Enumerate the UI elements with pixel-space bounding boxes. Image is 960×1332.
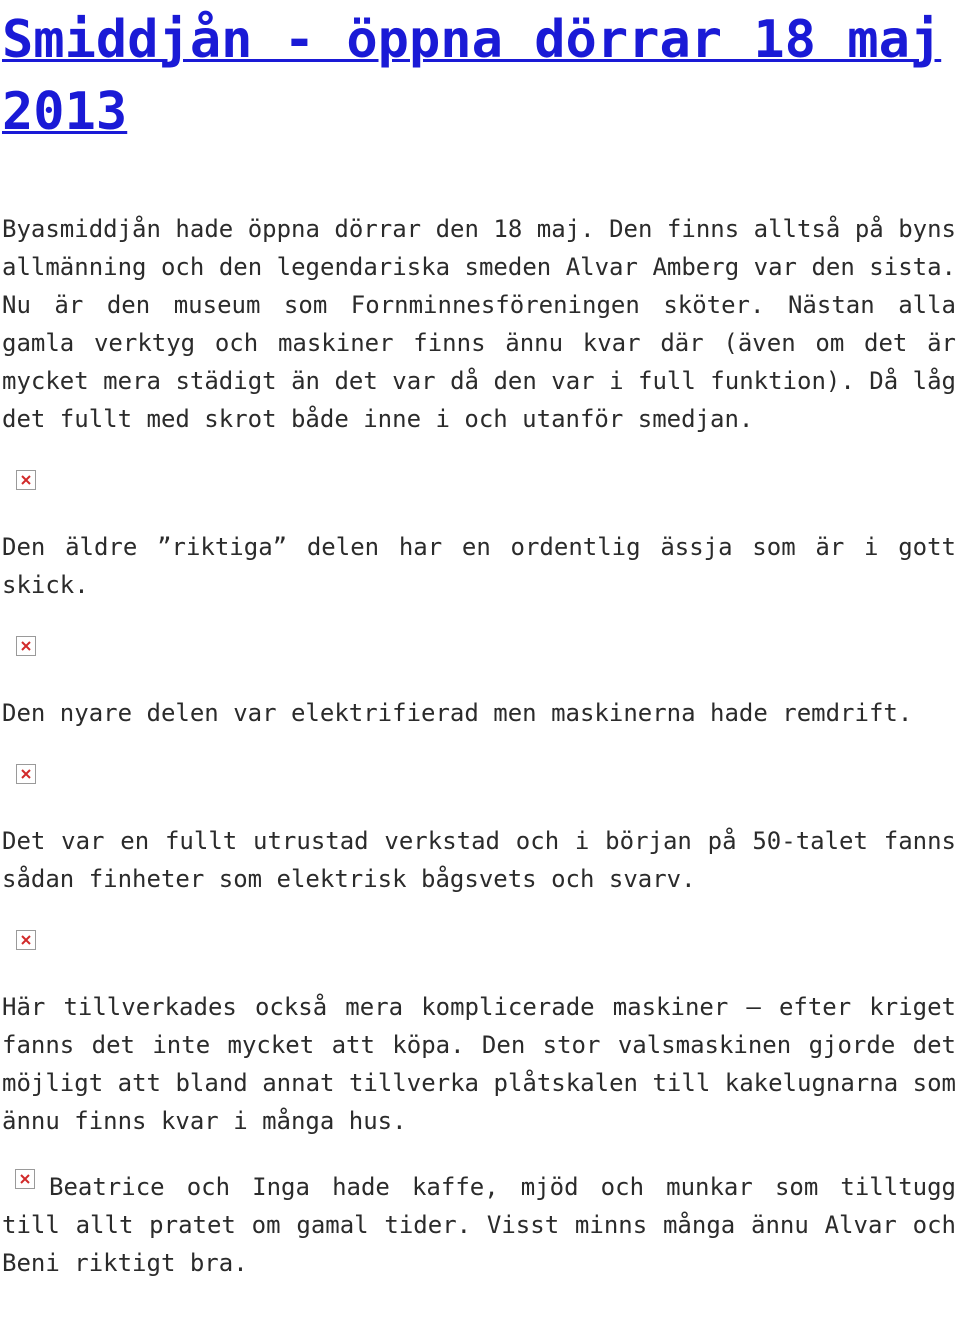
paragraph-newer-part: Den nyare delen var elektrifierad men maskinerna hade remdrift. <box>2 699 913 727</box>
broken-image-icon <box>15 1169 37 1191</box>
title-link[interactable]: Smiddjån - öppna dörrar 18 maj 2013 <box>2 10 942 142</box>
paragraph-coffee-text: Beatrice och Inga hade kaffe, mjöd och munkar som tilltugg till allt pratet om gamal tider. Visst minns många ännu Alvar och Beni riktigt bra. <box>2 1173 956 1277</box>
paragraph-forge: Den äldre ”riktiga” delen har en ordentlig ässja som är i gott skick. <box>2 533 956 599</box>
broken-image-icon <box>16 764 38 786</box>
paragraph-machines: Här tillverkades också mera komplicerade maskiner – efter kriget fanns det inte mycket att köpa. Den stor valsmaskinen gjorde det möjligt att bland annat tillverka plåtskalen till kakelugnarna som ännu finns kvar i många hus. <box>2 993 956 1135</box>
paragraph-coffee <box>2 1168 956 1282</box>
broken-image-icon <box>16 930 38 952</box>
broken-image-icon <box>16 470 38 492</box>
paragraph-workshop: Det var en fullt utrustad verkstad och i början på 50-talet fanns sådan finheter som elektrisk bågsvets och svarv. <box>2 827 956 893</box>
paragraph-intro: Byasmiddjån hade öppna dörrar den 18 maj. Den finns alltså på byns allmänning och den legendariska smeden Alvar Amberg var den sista. Nu är den museum som Fornminnesföreningen sköter. Nästan alla gamla verktyg och maskiner finns ännu kvar där (även om det är mycket mera städigt än det var då den var i full funktion). Då låg det fullt med skrot både inne i och utanför smedjan. <box>2 215 956 433</box>
broken-image-icon <box>16 636 38 658</box>
page-title <box>2 0 956 148</box>
